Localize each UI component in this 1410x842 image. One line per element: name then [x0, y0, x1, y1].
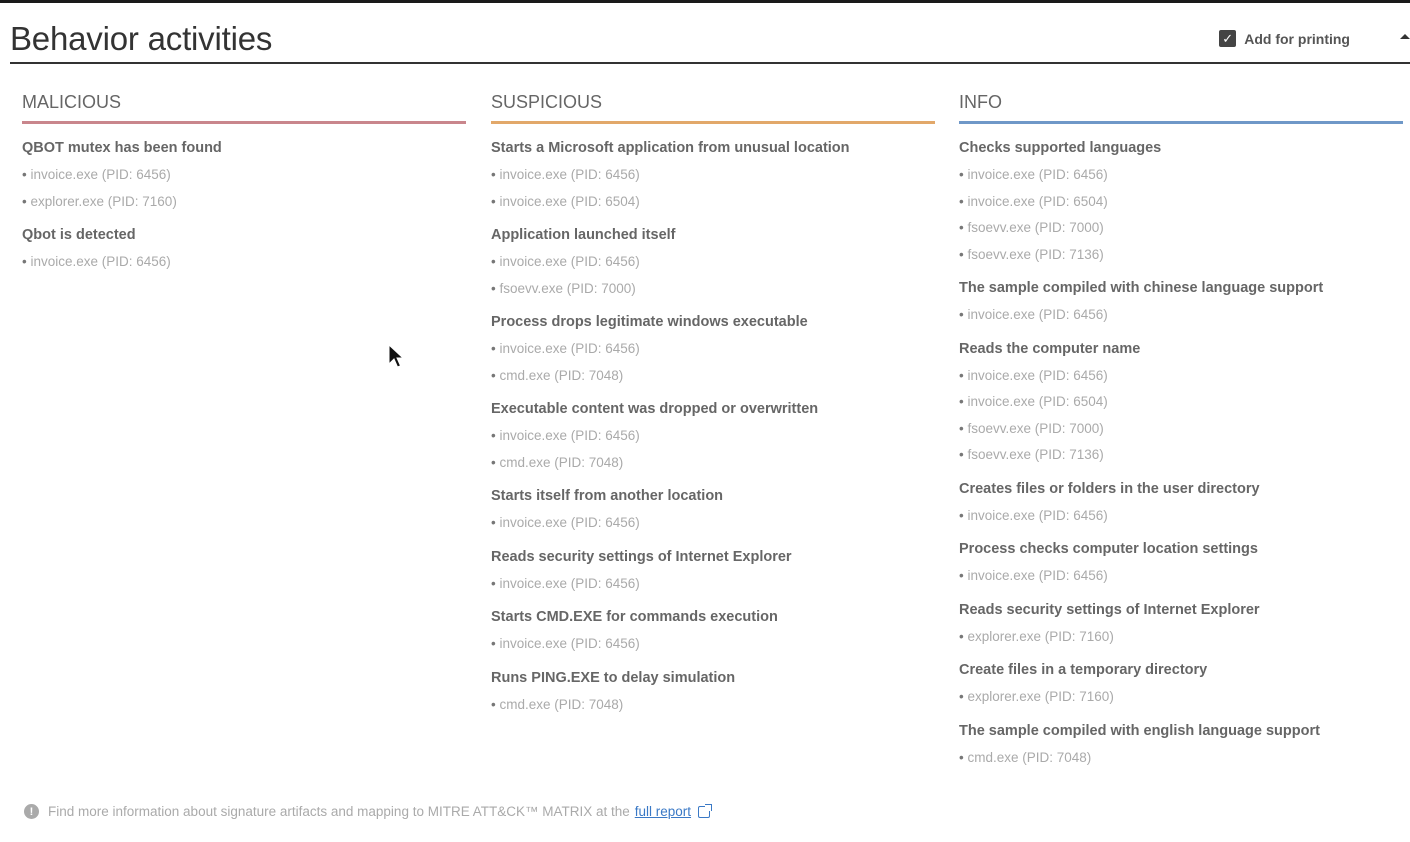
activity-title[interactable]: Qbot is detected	[22, 227, 136, 243]
external-link-icon[interactable]	[698, 806, 710, 818]
info-column	[959, 88, 1403, 777]
activity-item	[22, 134, 466, 215]
activity-item	[959, 274, 1403, 329]
process-entry[interactable]: • cmd.exe (PID: 7048)	[491, 450, 935, 477]
column-header-malicious: MALICIOUS	[22, 88, 466, 124]
activity-title[interactable]: Creates files or folders in the user directory	[959, 480, 1260, 497]
top-border	[0, 0, 1410, 3]
suspicious-column	[491, 88, 935, 724]
process-entry[interactable]: • invoice.exe (PID: 6456)	[22, 162, 466, 189]
process-entry[interactable]: • explorer.exe (PID: 7160)	[22, 189, 466, 216]
process-entry[interactable]: • invoice.exe (PID: 6456)	[491, 336, 935, 363]
process-entry[interactable]: • invoice.exe (PID: 6456)	[491, 510, 935, 537]
check-icon[interactable]: ✓	[1219, 30, 1236, 47]
process-entry[interactable]: • invoice.exe (PID: 6456)	[959, 162, 1403, 189]
activity-item	[959, 535, 1403, 590]
process-entry[interactable]: • explorer.exe (PID: 7160)	[959, 684, 1403, 711]
process-entry[interactable]: • invoice.exe (PID: 6456)	[959, 302, 1403, 329]
activity-title[interactable]: Executable content was dropped or overwritten	[491, 401, 819, 417]
malicious-activity-list	[22, 124, 466, 276]
activity-title[interactable]: Starts a Microsoft application from unusual location	[491, 140, 850, 156]
activity-title[interactable]: Checks supported languages	[959, 140, 1162, 156]
process-entry[interactable]: • invoice.exe (PID: 6456)	[959, 503, 1403, 530]
suspicious-activity-list	[491, 124, 935, 718]
process-entry[interactable]: • invoice.exe (PID: 6456)	[959, 563, 1403, 590]
process-entry[interactable]: • explorer.exe (PID: 7160)	[959, 624, 1403, 651]
activity-title[interactable]: Reads security settings of Internet Explorer	[491, 548, 792, 565]
activity-item	[491, 664, 935, 719]
process-entry[interactable]: • cmd.exe (PID: 7048)	[959, 745, 1403, 772]
process-entry[interactable]: • fsoevv.exe (PID: 7000)	[959, 215, 1403, 242]
process-entry[interactable]: • cmd.exe (PID: 7048)	[491, 363, 935, 390]
process-entry[interactable]: • fsoevv.exe (PID: 7136)	[959, 442, 1403, 469]
mouse-cursor-icon	[388, 344, 404, 370]
activity-item	[959, 656, 1403, 711]
activity-item	[959, 717, 1403, 772]
footer-note	[24, 804, 710, 819]
activity-title[interactable]: Application launched itself	[491, 227, 676, 243]
column-header-info: INFO	[959, 88, 1403, 124]
process-entry[interactable]: • invoice.exe (PID: 6456)	[491, 631, 935, 658]
process-entry[interactable]: • invoice.exe (PID: 6504)	[959, 389, 1403, 416]
activity-item	[491, 482, 935, 537]
process-entry[interactable]: • invoice.exe (PID: 6456)	[22, 249, 466, 276]
footer-text: Find more information about signature artifacts and mapping to MITRE ATT&CK™ MATRIX at the	[48, 804, 630, 819]
activity-item	[491, 308, 935, 389]
full-report-link[interactable]: full report	[634, 804, 692, 819]
activity-item	[959, 596, 1403, 651]
activity-title[interactable]: Starts CMD.EXE for commands execution	[491, 609, 778, 625]
activity-title[interactable]: Starts itself from another location	[491, 488, 724, 504]
activity-title[interactable]: The sample compiled with chinese language support	[959, 280, 1324, 296]
process-entry[interactable]: • invoice.exe (PID: 6504)	[491, 189, 935, 216]
activity-item	[959, 134, 1403, 268]
info-icon: !	[24, 804, 39, 819]
activity-title[interactable]: Create files in a temporary directory	[959, 662, 1208, 678]
activity-title[interactable]: Reads the computer name	[959, 340, 1141, 357]
activity-title[interactable]: QBOT mutex has been found	[22, 140, 222, 156]
process-entry[interactable]: • invoice.exe (PID: 6456)	[491, 162, 935, 189]
malicious-column	[22, 88, 466, 282]
activity-item	[491, 134, 935, 215]
activity-item	[959, 335, 1403, 469]
process-entry[interactable]: • invoice.exe (PID: 6456)	[959, 363, 1403, 390]
process-entry[interactable]: • cmd.exe (PID: 7048)	[491, 692, 935, 719]
process-entry[interactable]: • fsoevv.exe (PID: 7136)	[959, 242, 1403, 269]
activity-title[interactable]: The sample compiled with english language support	[959, 722, 1320, 739]
add-for-printing-label[interactable]: Add for printing	[1244, 30, 1350, 47]
activity-item	[22, 221, 466, 276]
process-entry[interactable]: • fsoevv.exe (PID: 7000)	[491, 276, 935, 303]
activity-title[interactable]: Reads security settings of Internet Explorer	[959, 601, 1260, 618]
caret-up-icon[interactable]	[1400, 34, 1410, 39]
activity-title[interactable]: Process checks computer location settings	[959, 541, 1258, 557]
process-entry[interactable]: • fsoevv.exe (PID: 7000)	[959, 416, 1403, 443]
add-for-printing-toggle[interactable]	[1219, 30, 1350, 47]
activity-item	[491, 603, 935, 658]
process-entry[interactable]: • invoice.exe (PID: 6504)	[959, 189, 1403, 216]
info-activity-list	[959, 124, 1403, 771]
activity-item	[491, 543, 935, 598]
process-entry[interactable]: • invoice.exe (PID: 6456)	[491, 571, 935, 598]
column-header-suspicious: SUSPICIOUS	[491, 88, 935, 124]
section-header	[10, 14, 1410, 64]
activity-title[interactable]: Runs PING.EXE to delay simulation	[491, 669, 736, 686]
activity-item	[491, 221, 935, 302]
activity-item	[959, 475, 1403, 530]
process-entry[interactable]: • invoice.exe (PID: 6456)	[491, 423, 935, 450]
activity-title[interactable]: Process drops legitimate windows executable	[491, 314, 808, 330]
process-entry[interactable]: • invoice.exe (PID: 6456)	[491, 249, 935, 276]
page-title: Behavior activities	[10, 20, 273, 57]
activity-item	[491, 395, 935, 476]
